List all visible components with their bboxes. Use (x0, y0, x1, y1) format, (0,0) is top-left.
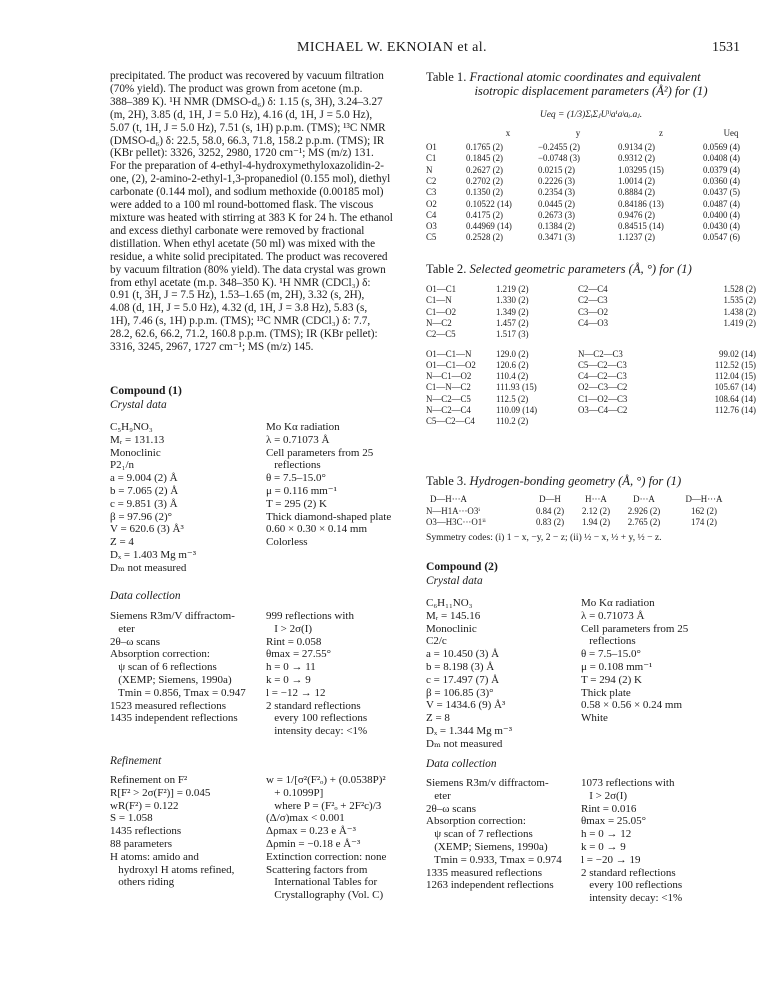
intro-line: (m, 2H), 3.85 (d, 1H, J = 5.0 Hz), 4.16 (d, 1H, J = 5.0 Hz), (110, 108, 373, 121)
data-collection-line: h = 0 → 11 (266, 661, 316, 674)
crystal-data-line: Cell parameters from 25 (581, 622, 689, 635)
table-1-atom: C5 (426, 232, 437, 243)
crystal-data-line: P2₁/n (110, 459, 135, 472)
table-2-value: 1.330 (2) (496, 295, 529, 306)
crystal-data-line: Dₓ = 1.344 Mg m⁻³ (426, 724, 513, 737)
data-collection-line: intensity decay: <1% (581, 892, 683, 905)
data-collection-line: l = −20 → 19 (581, 853, 641, 866)
table-1-z: 0.9134 (2) (618, 142, 655, 152)
table-2-value: 112.76 (14) (714, 405, 756, 415)
crystal-data-line: 0.58 × 0.56 × 0.24 mm (581, 699, 683, 712)
data-collection-line: 2θ–ω scans (426, 802, 477, 815)
table-1-ueq: 0.0360 (4) (703, 175, 740, 186)
crystal-data-line: White (581, 712, 608, 725)
table-2-value: 120.6 (2) (496, 359, 529, 370)
data-collection-line: Rint = 0.058 (266, 635, 322, 648)
crystal-data-line: Colorless (266, 536, 308, 549)
data-collection-line: eter (110, 622, 135, 635)
author-header: MICHAEL W. EKNOIAN et al. (297, 40, 487, 55)
crystal-data-line: λ = 0.71073 Å (581, 609, 645, 622)
refinement-line: (Δ/σ)max < 0.001 (266, 812, 345, 825)
data-collection-line: ψ scan of 6 reflections (110, 661, 217, 674)
table-1-z: 1.1237 (2) (618, 232, 655, 243)
crystal-data-line: reflections (581, 635, 636, 648)
table-2-bond: N—C2 (426, 317, 452, 328)
table-3-value: 162 (2) (691, 506, 717, 516)
crystal-data-right-2 (581, 597, 756, 725)
crystal-data-line: b = 7.065 (2) Å (110, 484, 179, 497)
intro-line: 0.91 (t, 3H, J = 7.5 Hz), 1.53–1.65 (m, 2H), 3.32 (s, 2H), (110, 289, 365, 302)
crystal-data-left-2 (426, 597, 571, 751)
table-3-bond: N—H1A···O3ⁱ (426, 506, 481, 516)
table-1-x: 0.1765 (2) (466, 142, 503, 152)
table-1-y: 0.2673 (3) (538, 209, 575, 220)
table-1-y: −0.2455 (2) (538, 142, 580, 152)
crystal-data-line: Z = 4 (110, 536, 134, 549)
data-collection-line: Absorption correction: (110, 648, 210, 661)
table-1-header: Ueq (723, 128, 739, 138)
table-3-value: 174 (2) (691, 517, 717, 528)
table-1-title-line-2: isotropic displacement parameters (Å²) for (1) (474, 84, 708, 98)
data-collection-heading-1: Data collection (110, 590, 181, 602)
data-collection-line: I > 2σ(I) (581, 789, 628, 802)
table-2-bond: C1—O2 (426, 306, 457, 317)
data-collection-heading-2: Data collection (426, 758, 497, 770)
compound-2-title: Compound (2) (426, 560, 498, 573)
crystal-data-line: c = 17.497 (7) Å (426, 673, 500, 686)
table-2-angle: N—C2—C3 (578, 348, 623, 359)
crystal-data-line: Mᵣ = 131.13 (110, 433, 165, 446)
table-2 (426, 284, 756, 454)
crystal-data-line: c = 9.851 (3) Å (110, 497, 178, 510)
crystal-data-line: C₅H₉NO₃ (110, 421, 153, 433)
crystal-data-line: Cell parameters from 25 (266, 446, 374, 459)
table-1-z: 1.03295 (15) (618, 164, 664, 175)
intro-line: 3316, 3245, 2967, 1727 cm⁻¹; MS (m/z) 145. (110, 341, 314, 354)
crystal-data-line: reflections (266, 459, 321, 472)
compound-1-title: Compound (1) (110, 384, 182, 397)
intro-paragraph (110, 70, 416, 354)
crystal-data-heading-1: Crystal data (110, 399, 167, 411)
table-3-header: D—H (539, 494, 561, 504)
refinement-line: Scattering factors from (266, 863, 368, 876)
crystal-data-line: b = 8.198 (3) Å (426, 660, 495, 673)
crystal-data-right-1 (266, 421, 416, 549)
crystal-data-line: Thick diamond-shaped plate (266, 510, 392, 523)
crystal-data-line: λ = 0.71073 Å (266, 433, 330, 446)
table-2-title: Selected geometric parameters (Å, °) for (1) (469, 262, 692, 276)
table-1-ueq: 0.0487 (4) (703, 198, 740, 209)
data-collection-left-1 (110, 610, 260, 725)
intro-line: were added to a 100 ml round-bottomed flask. The viscous (110, 199, 374, 212)
crystal-data-line: Dₘ not measured (426, 737, 503, 750)
crystal-data-line: V = 1434.6 (9) Å³ (426, 699, 506, 712)
refinement-line: S = 1.058 (110, 812, 153, 825)
table-1-atom: C2 (426, 175, 437, 186)
table-2-value: 1.528 (2) (723, 284, 756, 294)
crystal-data-line: T = 294 (2) K (581, 673, 642, 686)
table-1-ueq: 0.0408 (4) (703, 153, 740, 164)
table-1 (426, 128, 756, 258)
data-collection-line: eter (426, 789, 451, 802)
intro-line: from ethyl acetate (m.p. 348–350 K). ¹H NMR (CDCl₃) δ: (110, 276, 371, 289)
refinement-right-1 (266, 774, 416, 902)
table-2-angle: C1—O2—C3 (578, 393, 628, 404)
table-2-angle: C4—C2—C3 (578, 371, 627, 382)
refinement-line: others riding (110, 876, 175, 889)
table-2-value: 1.535 (2) (723, 295, 756, 306)
refinement-line: Δρmax = 0.23 e Å⁻³ (266, 825, 356, 838)
data-collection-line: 2θ–ω scans (110, 635, 161, 648)
table-3 (426, 494, 756, 534)
crystal-data-line: 0.60 × 0.30 × 0.14 mm (266, 523, 368, 536)
table-2-angle: C1—N—C2 (426, 382, 471, 393)
table-1-x: 0.10522 (14) (466, 198, 512, 209)
crystal-data-line: C2/c (426, 635, 447, 648)
table-1-caption (426, 70, 756, 98)
table-2-value: 1.419 (2) (723, 317, 756, 328)
refinement-line: Refinement on F² (110, 774, 188, 786)
intro-line: 388–389 K). ¹H NMR (DMSO-d₆) δ: 1.15 (s, 3H), 3.24–3.27 (110, 95, 383, 108)
intro-line: residue, a white solid precipitated. The product was recovered (110, 250, 388, 263)
data-collection-line: Absorption correction: (426, 815, 526, 828)
data-collection-line: h = 0 → 12 (581, 828, 632, 841)
data-collection-line: Tmin = 0.856, Tmax = 0.947 (110, 686, 246, 699)
table-2-value: 1.438 (2) (723, 306, 756, 317)
table-2-angle: C5—C2—C3 (578, 359, 627, 370)
intro-line: For the preparation of 4-ethyl-4-hydroxymethyloxazolidin-2- (110, 160, 385, 173)
crystal-data-line: Thick plate (581, 686, 631, 699)
table-3-value: 0.83 (2) (535, 517, 565, 528)
data-collection-line: 1263 independent reflections (426, 879, 554, 892)
table-2-value: 105.67 (14) (714, 382, 756, 393)
refinement-line: w = 1/[σ²(F²ₒ) + (0.0538P)² (266, 774, 386, 786)
refinement-line: Δρmin = −0.18 e Å⁻³ (266, 837, 361, 850)
data-collection-line: θmax = 25.05° (581, 815, 647, 828)
table-3-value: 0.84 (2) (535, 506, 565, 516)
table-2-label: Table 2. (426, 262, 467, 276)
refinement-line: where P = (F²ₒ + 2F²c)/3 (266, 799, 382, 812)
refinement-left-1 (110, 774, 260, 889)
table-2-value: 112.52 (15) (714, 359, 756, 370)
table-1-ueq: 0.0547 (6) (703, 232, 740, 243)
crystal-data-heading-2: Crystal data (426, 575, 483, 587)
table-3-value: 1.94 (2) (581, 517, 611, 528)
data-collection-right-2 (581, 777, 756, 905)
table-2-value: 108.64 (14) (714, 393, 756, 404)
table-2-bond: C2—C4 (578, 284, 608, 294)
table-1-header: z (659, 128, 663, 138)
table-1-x: 0.44969 (14) (466, 221, 512, 232)
refinement-heading-1: Refinement (110, 755, 162, 767)
table-3-bond: O3—H3C···O1ⁱⁱ (426, 517, 486, 528)
table-2-value: 110.4 (2) (496, 371, 529, 382)
table-2-angle: O2—C3—C2 (578, 382, 628, 393)
table-1-x: 0.4175 (2) (466, 209, 503, 220)
data-collection-line: Siemens R3m/v diffractom- (426, 777, 549, 789)
data-collection-line: 2 standard reflections (266, 699, 361, 712)
crystal-data-line: μ = 0.116 mm⁻¹ (266, 484, 337, 497)
crystal-data-line: μ = 0.108 mm⁻¹ (581, 660, 653, 673)
page-number: 1531 (712, 40, 740, 55)
table-2-caption (426, 262, 756, 276)
crystal-data-line: θ = 7.5–15.0° (581, 648, 641, 661)
crystal-data-line: Z = 8 (426, 712, 450, 725)
crystal-data-left-1 (110, 421, 255, 575)
intro-line: distillation. When ethyl acetate (50 ml) was mixed with the (110, 237, 376, 250)
table-2-bond: C4—O3 (578, 317, 609, 328)
table-2-angle: O1—C1—N (426, 348, 472, 359)
data-collection-line: θmax = 27.55° (266, 648, 332, 661)
data-collection-line: k = 0 → 9 (266, 673, 311, 686)
crystal-data-line: Mᵣ = 145.16 (426, 609, 481, 622)
table-3-header: D···A (633, 494, 655, 504)
table-1-atom: O3 (426, 221, 437, 232)
intro-line: and excess diethyl carbonate were removed by fractional (110, 224, 365, 237)
table-2-value: 129.0 (2) (496, 348, 529, 359)
intro-line: (DMSO-d₆) δ: 22.5, 58.0, 66.3, 71.8, 158.2 p.p.m. (TMS); IR (110, 134, 385, 147)
data-collection-line: 999 reflections with (266, 610, 354, 622)
table-2-angle: C5—C2—C4 (426, 416, 475, 427)
table-2-bond: C2—C5 (426, 329, 456, 340)
intro-line: one, (2), 2-amino-2-ethyl-1,3-propanediol (0.155 mol), diethyl (110, 173, 391, 186)
refinement-line: International Tables for (266, 876, 378, 889)
table-1-ueq: 0.0569 (4) (703, 142, 740, 152)
crystal-data-line: Dₘ not measured (110, 561, 187, 574)
table-2-angle: O1—C1—O2 (426, 359, 476, 370)
table-1-atom: O1 (426, 142, 437, 152)
data-collection-line: l = −12 → 12 (266, 686, 326, 699)
intro-line: by vacuum filtration (80% yield). The data crystal was grown (110, 263, 386, 276)
data-collection-right-1 (266, 610, 416, 738)
table-1-x: 0.1350 (2) (466, 187, 503, 198)
intro-line: precipitated. The product was recovered by vacuum filtration (110, 70, 384, 82)
table-1-y: 0.2226 (3) (538, 175, 575, 186)
table-2-value: 112.04 (15) (714, 371, 756, 382)
crystal-data-line: a = 10.450 (3) Å (426, 648, 500, 661)
crystal-data-line: C₆H₁₁NO₃ (426, 597, 473, 609)
table-1-z: 0.84186 (13) (618, 198, 664, 209)
table-3-label: Table 3. (426, 474, 467, 488)
table-1-y: 0.3471 (3) (538, 232, 575, 243)
table-2-bond: C1—N (426, 295, 452, 306)
table-1-y: 0.0445 (2) (538, 198, 575, 209)
table-1-formula: Ueq = (1/3)ΣᵢΣⱼUⁱʲaⁱaʲaᵢ.aⱼ. (539, 110, 643, 120)
table-2-angle: N—C2—C4 (426, 405, 471, 415)
table-3-value: 2.12 (2) (581, 506, 611, 516)
intro-line: carbonate (0.144 mol), and sodium methoxide (0.00185 mol) (110, 186, 384, 199)
crystal-data-line: a = 9.004 (2) Å (110, 472, 178, 485)
table-3-caption (426, 474, 756, 488)
table-2-value: 1.219 (2) (496, 284, 529, 294)
table-2-angle: O3—C4—C2 (578, 405, 628, 415)
crystal-data-line: Monoclinic (426, 622, 477, 635)
refinement-line: hydroxyl H atoms refined, (110, 863, 235, 876)
data-collection-line: (XEMP; Siemens, 1990a) (110, 673, 232, 686)
table-2-bond: O1—C1 (426, 284, 457, 294)
table-3-symmetry-codes: Symmetry codes: (i) 1 − x, −y, 2 − z; (ii) ½ − x, ½ + y, ½ − z. (426, 532, 662, 543)
table-1-y: 0.2354 (3) (538, 187, 575, 198)
refinement-line: 1435 reflections (110, 825, 182, 838)
table-1-atom: C4 (426, 209, 437, 220)
table-2-value: 112.5 (2) (496, 393, 529, 404)
data-collection-line: k = 0 → 9 (581, 840, 626, 853)
table-3-title: Hydrogen-bonding geometry (Å, °) for (1) (469, 474, 682, 488)
crystal-data-line: Mo Kα radiation (581, 597, 655, 609)
table-2-value: 1.517 (3) (496, 329, 529, 340)
table-1-y: −0.0748 (3) (538, 153, 580, 164)
crystal-data-line: θ = 7.5–15.0° (266, 472, 326, 485)
intro-line: (70% yield). The product was grown from acetone (m.p. (110, 82, 363, 95)
table-1-y: 0.1384 (2) (538, 221, 575, 232)
table-2-angle: N—C2—C5 (426, 393, 471, 404)
data-collection-line: intensity decay: <1% (266, 725, 368, 738)
refinement-line: R[F² > 2σ(F²)] = 0.045 (110, 786, 211, 799)
intro-line: 5.07 (t, 1H, J = 5.0 Hz), 7.51 (s, 1H) p.p.m. (TMS); ¹³C NMR (110, 121, 386, 134)
table-2-value: 1.349 (2) (496, 306, 529, 317)
refinement-line: Crystallography (Vol. C) (266, 889, 384, 902)
crystal-data-line: Dₓ = 1.403 Mg m⁻³ (110, 548, 197, 561)
intro-line: mixture was heated with stirring at 383 K for 24 h. The ethanol (110, 211, 393, 224)
table-2-value: 1.457 (2) (496, 317, 529, 328)
table-1-x: 0.2702 (2) (466, 175, 503, 186)
crystal-data-line: V = 620.6 (3) Å³ (110, 523, 184, 536)
data-collection-line: 1435 independent reflections (110, 712, 238, 725)
table-1-atom: N (426, 164, 433, 175)
table-1-title-line-1: Fractional atomic coordinates and equivalent (469, 70, 701, 84)
intro-line: (KBr pellet): 3326, 3252, 2980, 1720 cm⁻¹; MS (m/z) 131. (110, 147, 374, 160)
data-collection-line: ψ scan of 7 reflections (426, 828, 533, 841)
table-1-label: Table 1. (426, 70, 467, 84)
data-collection-line: 1523 measured reflections (110, 699, 227, 712)
table-1-atom: C1 (426, 153, 437, 164)
refinement-line: 88 parameters (110, 837, 172, 850)
table-2-bond: C3—O2 (578, 306, 609, 317)
refinement-line: + 0.1099P] (266, 786, 324, 799)
table-2-value: 110.2 (2) (496, 416, 529, 427)
table-1-z: 0.84515 (14) (618, 221, 664, 232)
table-1-z: 0.9476 (2) (618, 209, 655, 220)
table-1-header: y (575, 128, 581, 138)
data-collection-line: 1073 reflections with (581, 777, 675, 789)
table-1-ueq: 0.0379 (4) (703, 164, 740, 175)
table-1-x: 0.1845 (2) (466, 153, 503, 164)
table-1-atom: O2 (426, 198, 437, 209)
refinement-line: H atoms: amido and (110, 850, 199, 863)
data-collection-line: 1335 measured reflections (426, 866, 543, 879)
table-1-x: 0.2627 (2) (466, 164, 503, 175)
data-collection-line: 2 standard reflections (581, 866, 676, 879)
refinement-line: wR(F²) = 0.122 (110, 799, 179, 812)
table-1-header: x (505, 128, 511, 138)
data-collection-line: Rint = 0.016 (581, 802, 637, 815)
table-1-x: 0.2528 (2) (466, 232, 503, 243)
data-collection-line: (XEMP; Siemens, 1990a) (426, 840, 548, 853)
data-collection-line: Siemens R3m/V diffractom- (110, 610, 235, 622)
table-2-angle: N—C1—O2 (426, 371, 472, 382)
crystal-data-line: Monoclinic (110, 446, 161, 459)
table-3-header: H···A (585, 494, 607, 504)
table-1-z: 0.9312 (2) (618, 153, 655, 164)
table-1-atom: C3 (426, 187, 437, 198)
crystal-data-line: β = 106.85 (3)° (426, 686, 494, 699)
data-collection-line: Tmin = 0.933, Tmax = 0.974 (426, 853, 562, 866)
table-2-value: 99.02 (14) (719, 348, 756, 359)
data-collection-left-2 (426, 777, 576, 892)
intro-line: 28.2, 62.6, 66.2, 71.2, 160.8 p.p.m. (TMS); IR (KBr pellet): (110, 328, 378, 341)
crystal-data-line: Mo Kα radiation (266, 421, 340, 433)
data-collection-line: every 100 reflections (266, 712, 368, 725)
table-2-value: 110.09 (14) (496, 405, 538, 415)
refinement-line: Extinction correction: none (266, 850, 387, 863)
table-3-value: 2.926 (2) (627, 506, 661, 516)
table-3-header: D—H···A (685, 494, 723, 504)
table-2-bond: C2—C3 (578, 295, 608, 306)
table-1-z: 0.8884 (2) (618, 187, 655, 198)
table-2-value: 111.93 (15) (496, 382, 537, 393)
table-1-y: 0.0215 (2) (538, 164, 575, 175)
table-1-ueq: 0.0430 (4) (703, 221, 740, 232)
intro-line: 1H), 7.46 (s, 1H) p.p.m. (TMS); ¹³C NMR (CDCl₃) δ: 7.7, (110, 315, 371, 328)
table-3-header: D—H···A (430, 494, 467, 504)
table-1-ueq: 0.0400 (4) (703, 209, 740, 220)
intro-line: 4.08 (d, 1H, J = 5.0 Hz), 4.32 (d, 1H, J = 3.8 Hz), 5.83 (s, (110, 302, 368, 315)
table-1-z: 1.0014 (2) (618, 175, 655, 186)
crystal-data-line: β = 97.96 (2)° (110, 510, 173, 523)
data-collection-line: every 100 reflections (581, 879, 683, 892)
table-3-value: 2.765 (2) (627, 517, 661, 528)
crystal-data-line: T = 295 (2) K (266, 497, 327, 510)
table-1-ueq: 0.0437 (5) (703, 187, 740, 198)
running-header (0, 40, 784, 60)
data-collection-line: I > 2σ(I) (266, 622, 313, 635)
